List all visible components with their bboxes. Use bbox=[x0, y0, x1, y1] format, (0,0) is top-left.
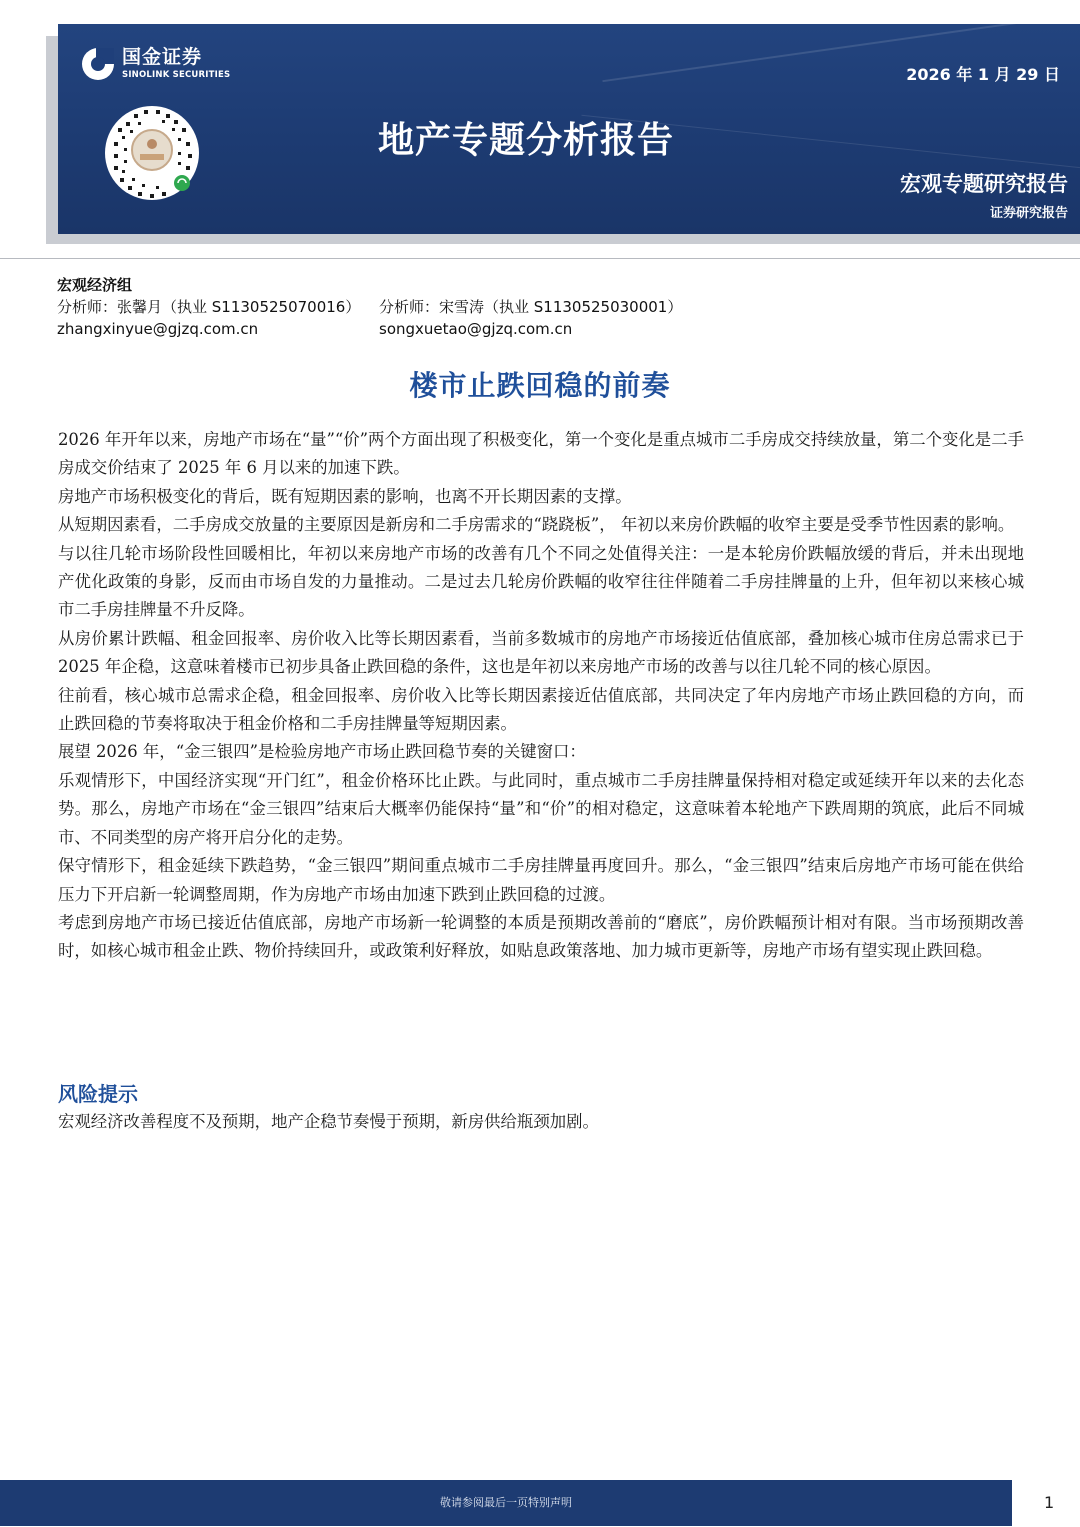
article-body bbox=[58, 426, 1024, 966]
header-banner bbox=[58, 24, 1080, 234]
analyst-1: 分析师：张馨月（执业 S1130525070016） bbox=[57, 298, 361, 316]
report-subtype: 证券研究报告 bbox=[989, 206, 1068, 221]
paragraph: 从短期因素看，二手房成交放量的主要原因是新房和二手房需求的“跷跷板”， 年初以来房价跌幅的收窄主要是受季节性因素的影响。 bbox=[58, 515, 1015, 535]
analyst-2-email[interactable]: songxuetao@gjzq.com.cn bbox=[379, 320, 573, 338]
qr-code-icon bbox=[104, 98, 200, 208]
paragraph: 房地产市场积极变化的背后，既有短期因素的影响，也离不开长期因素的支撑。 bbox=[58, 486, 632, 506]
footer-notice[interactable]: 敬请参阅最后一页特别声明 bbox=[440, 1496, 572, 1509]
analyst-2: 分析师：宋雪涛（执业 S1130525030001） bbox=[379, 298, 683, 316]
footer-bar bbox=[0, 1480, 1012, 1526]
logo-mark-icon bbox=[82, 48, 114, 80]
paragraph: 从房价累计跌幅、租金回报率、房价收入比等长期因素看，当前多数城市的房地产市场接近估值底部，叠加核心城市住房总需求已于 2025 年企稳，这意味着楼市已初步具备止跌回稳的条件，这也是年初以来房地产市场的改善与以往几轮不同的核心原因。 bbox=[58, 628, 1024, 677]
report-series-title: 地产专题分析报告 bbox=[378, 120, 675, 161]
paragraph: 2026 年开年以来，房地产市场在“量”“价”两个方面出现了积极变化，第一个变化是重点城市二手房成交持续放量，第二个变化是二手房成交价结束了 2025 年 6 月以来的加速下跌。 bbox=[58, 430, 1024, 478]
logo-cn: 国金证券 bbox=[122, 46, 203, 69]
analyst-1-email[interactable]: zhangxinyue@gjzq.com.cn bbox=[57, 320, 259, 338]
article-title: 楼市止跌回稳的前奏 bbox=[409, 369, 671, 402]
page-number: 1 bbox=[1044, 1493, 1055, 1512]
paragraph: 展望 2026 年，“金三银四”是检验房地产市场止跌回稳节奏的关键窗口： bbox=[58, 742, 586, 762]
paragraph: 考虑到房地产市场已接近估值底部，房地产市场新一轮调整的本质是预期改善前的“磨底”，房价跌幅预计相对有限。当市场预期改善时，如核心城市租金止跌、物价持续回升，或政策利好释放，如贴息政策落地、加力城市更新等，房地产市场有望实现止跌回稳。 bbox=[58, 912, 1024, 961]
paragraph: 往前看，核心城市总需求企稳，租金回报率、房价收入比等长期因素接近估值底部，共同决定了年内房地产市场止跌回稳的方向，而止跌回稳的节奏将取决于租金价格和二手房挂牌量等短期因素。 bbox=[58, 685, 1024, 734]
company-logo bbox=[82, 48, 230, 80]
research-group: 宏观经济组 bbox=[57, 276, 133, 294]
risk-text: 宏观经济改善程度不及预期，地产企稳节奏慢于预期，新房供给瓶颈加剧。 bbox=[58, 1112, 599, 1131]
risk-heading: 风险提示 bbox=[58, 1082, 138, 1106]
paragraph: 与以往几轮市场阶段性回暖相比，年初以来房地产市场的改善有几个不同之处值得关注：一是本轮房价跌幅放缓的背后，并未出现地产优化政策的身影，反而由市场自发的力量推动。二是过去几轮房价跌幅的收窄往往伴随着二手房挂牌量的上升，但年初以来核心城市二手房挂牌量不升反降。 bbox=[58, 543, 1024, 620]
paragraph: 保守情形下，租金延续下跌趋势，“金三银四”期间重点城市二手房挂牌量再度回升。那么，“金三银四”结束后房地产市场可能在供给压力下开启新一轮调整周期，作为房地产市场由加速下跌到止跌回稳的过渡。 bbox=[58, 856, 1024, 904]
paragraph: 乐观情形下，中国经济实现“开门红”，租金价格环比止跌。与此同时，重点城市二手房挂牌量保持相对稳定或延续开年以来的去化态势。那么，房地产市场在“金三银四”结束后大概率仍能保持“量”和“价”的相对稳定，这意味着本轮地产下跌周期的筑底，此后不同城市、不同类型的房产将开启分化的走势。 bbox=[58, 770, 1024, 847]
header-divider bbox=[0, 258, 1080, 259]
logo-en: SINOLINK SECURITIES bbox=[122, 70, 231, 81]
report-type: 宏观专题研究报告 bbox=[900, 172, 1068, 196]
report-date: 2026 年 1 月 29 日 bbox=[906, 65, 1060, 84]
author-block bbox=[57, 274, 683, 340]
